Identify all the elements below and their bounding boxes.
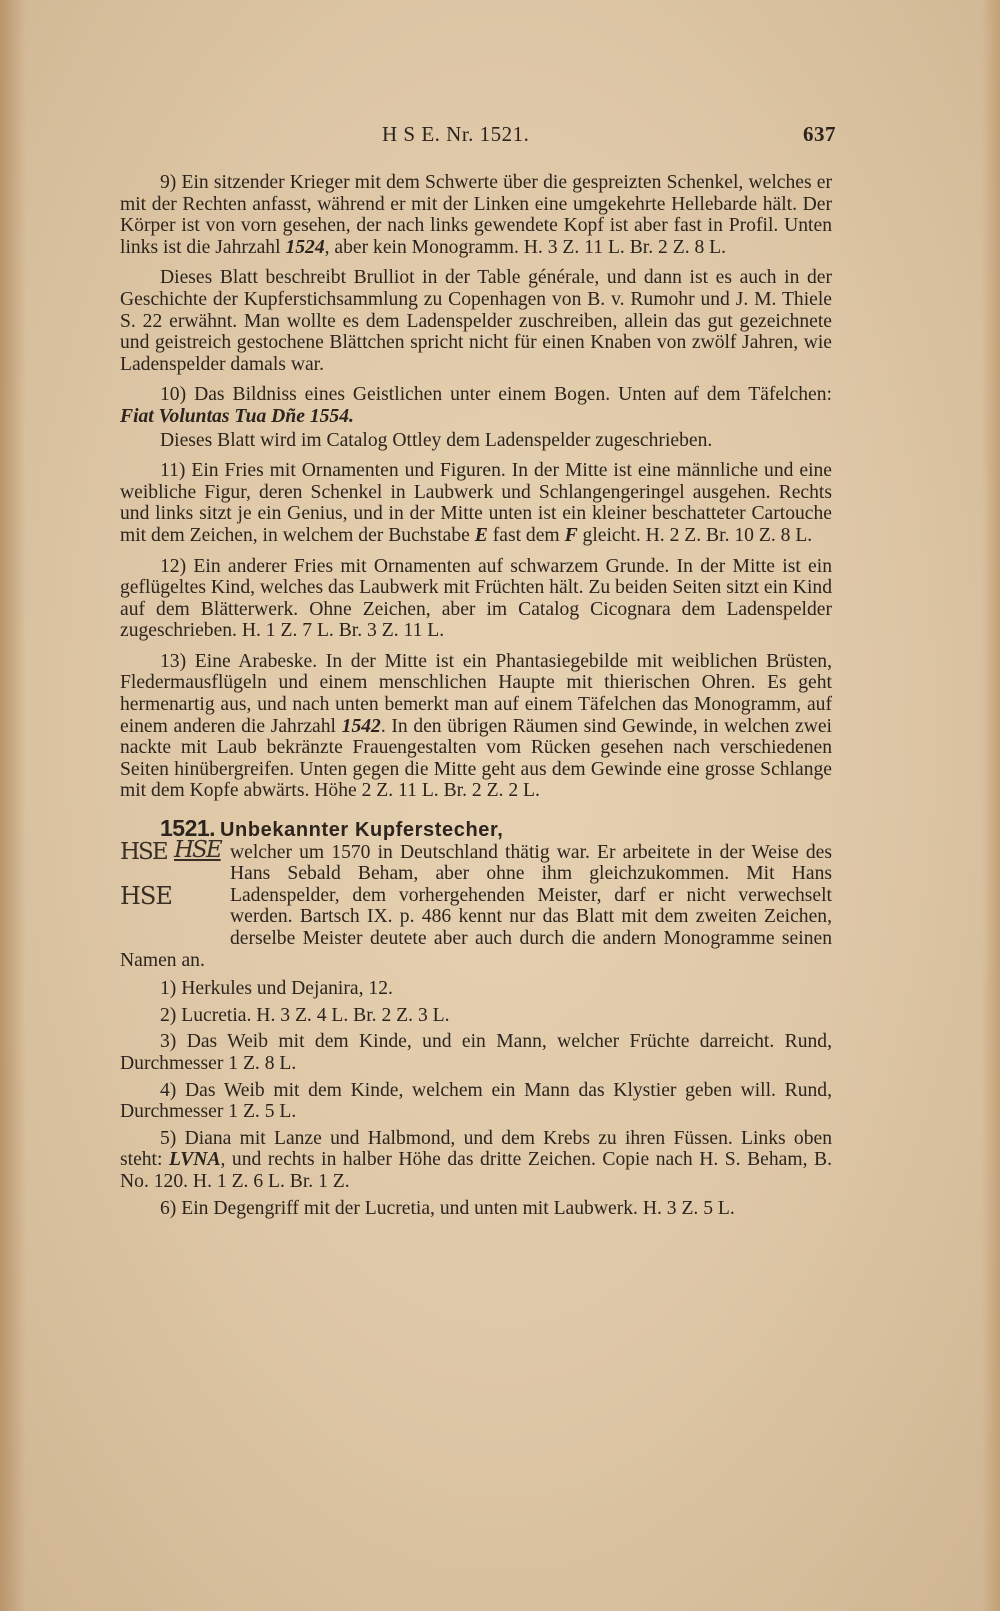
monogram-two: HSE: [174, 836, 221, 863]
item-text: Ein Degengriff mit der Lucretia, und unten mit Laubwerk. H. 3 Z. 5 L.: [181, 1197, 735, 1219]
section-number: 1521.: [160, 815, 216, 842]
letter-f: F: [564, 524, 578, 546]
list-item: [120, 1080, 832, 1123]
page-edge-shadow-right: [982, 0, 1000, 1611]
item-number: 5): [160, 1127, 177, 1149]
section-intro: welcher um 1570 in Deutschland thätig war. Er arbeitete in der Weise des Hans Sebald Beham, aber ohne ihm gleichzukommen. Mit Hans Ladenspelder, dem vorhergehenden Meister, darf er nicht verwechselt werden. Bartsch IX. p. 486 kennt nur das Blatt mit dem zweiten Zeichen, derselbe Meister deutete aber auch durch die andern Monogramme seinen Namen an.: [120, 841, 832, 971]
item-number: 2): [160, 1004, 177, 1026]
item-number: 6): [160, 1197, 177, 1219]
list-item: [120, 1198, 832, 1220]
text-column: [120, 118, 836, 1224]
entry-number: 10): [160, 384, 187, 406]
monogram-block: [120, 836, 226, 930]
item-number: 3): [160, 1031, 177, 1053]
page-edge-shadow-left: [0, 0, 26, 1611]
entry-text: Ein Fries mit Ornamenten und Figuren. In der Mitte ist eine männliche und eine weibliche Figur, deren Schenkel in Laubwerk und Schlangengeringel ausgehen. Rechts und links sitzt je ein Genius, und in der Mitte unten ist ein kleiner beschatteter Cartouche mit dem Zeichen, in welchem der Buchstabe: [120, 460, 833, 546]
entry-text-end: gleicht. H. 2 Z. Br. 10 Z. 8 L.: [577, 524, 813, 546]
item-number: 1): [160, 978, 177, 1000]
entry-text-cont: . In den übrigen Räumen sind Gewinde, in welchen zwei nackte mit Laub bekränzte Frauengestalten vom Rücken gesehen nach verschiedenen Seiten hinübergreifen. Unten gegen die Mitte geht aus dem Gewinde eine grosse Schlange mit dem Kopfe abwärts. Höhe 2 Z. 11 L. Br. 2 Z. 2 L.: [120, 715, 832, 802]
item-text: Herkules und Dejanira, 12.: [181, 978, 393, 1000]
item-number: 4): [160, 1079, 177, 1101]
list-item: [120, 1031, 832, 1074]
entry-number: 11): [160, 460, 186, 482]
list-item: [120, 1128, 832, 1193]
running-title: H S E. Nr. 1521.: [382, 122, 530, 146]
catalog-entry-13: [120, 651, 832, 802]
entry-text: Ein anderer Fries mit Ornamenten auf schwarzem Grunde. In der Mitte ist ein geflügeltes Kind, welches das Laubwerk mit Früchten hält. Zu beiden Seiten sitzt ein Kind auf dem Blätterwerk. Ohne Zeichen, aber im Catalog Cicognara dem Ladenspelder zugeschrieben. H. 1 Z. 7 L. Br. 3 Z. 11 L.: [120, 555, 832, 642]
entry-inscription: Fiat Voluntas Tua Dñe 1554.: [120, 405, 354, 427]
item-text: Das Weib mit dem Kinde, welchem ein Mann das Klystier geben will. Rund, Durchmesser 1 Z. 5 L.: [120, 1079, 832, 1123]
entry-9-note: Dieses Blatt beschreibt Brulliot in der Table générale, und dann ist es auch in der Geschichte der Kupferstichsammlung zu Copenhagen von B. v. Rumohr und J. M. Thiele S. 22 erwähnt. Man wollte es dem Ladenspelder zuschreiben, allein das gut gezeichnete und geistreich gestochene Blättchen spricht nicht für einen Knaben von zwölf Jahren, wie Ladenspelder damals war.: [120, 267, 832, 375]
entry-text: Das Bildniss eines Geistlichen unter einem Bogen. Unten auf dem Täfelchen:: [194, 384, 832, 406]
catalog-entry-11: [120, 460, 832, 546]
entry-10-note: Dieses Blatt wird im Catalog Ottley dem Ladenspelder zugeschrieben.: [160, 429, 713, 451]
entry-text-cont: fast dem: [487, 524, 565, 546]
page-number: 637: [803, 122, 836, 146]
item-text: Das Weib mit dem Kinde, und ein Mann, welcher Früchte darreicht. Rund, Durchmesser 1 Z. 8 L.: [120, 1031, 832, 1074]
item-text-cont: , und rechts in halber Höhe das dritte Zeichen. Copie nach H. S. Beham, B. No. 120. H. 1 Z. 6 L. Br. 1 Z.: [120, 1149, 832, 1192]
entry-text: Eine Arabeske. In der Mitte ist ein Phantasiegebilde mit weiblichen Brüsten, Fledermausflügeln und einem menschlichen Haupte mit thierischen Ohren. Es geht hermenartig aus, und nach unten bemerkt man auf einem Täfelchen das Monogramm, auf einem anderen die Jahrzahl: [120, 650, 832, 737]
section-title: Unbekannter Kupferstecher,: [219, 819, 504, 842]
list-item: [120, 978, 832, 1000]
item-text: Diana mit Lanze und Halbmond, und dem Krebs zu ihren Füssen. Links oben steht:: [120, 1127, 832, 1171]
list-item: [120, 1005, 832, 1027]
section-heading: [120, 815, 832, 842]
catalog-entry-12: [120, 556, 832, 642]
entry-text: Ein sitzender Krieger mit dem Schwerte über die gespreizten Schenkel, welches er mit der Rechten anfasst, während er mit der Linken eine umgekehrte Hellebarde hält. Der Körper ist von vorn gesehen, der nach links gewendete Kopf ist aber fast in Profil. Unten links ist die Jahrzahl: [120, 172, 832, 258]
entry-number: 9): [160, 172, 177, 193]
entry-number: 12): [160, 555, 187, 577]
catalog-entry-9: [120, 172, 832, 258]
monogram-one: HSE: [120, 838, 167, 865]
entry-text-cont: , aber kein Monogramm. H. 3 Z. 11 L. Br. 2 Z. 8 L.: [324, 236, 727, 258]
entry-number: 13): [160, 650, 187, 672]
monogram-three: HSE: [120, 881, 172, 910]
item-text: Lucretia. H. 3 Z. 4 L. Br. 2 Z. 3 L.: [181, 1004, 450, 1026]
catalog-entry-10: [120, 384, 832, 427]
item-inscription: LVNA: [168, 1149, 221, 1171]
section-1521: [120, 815, 832, 1219]
entry-year: 1542: [341, 715, 381, 737]
page-header: [120, 118, 836, 148]
entry-year: 1524: [285, 236, 325, 258]
letter-e: E: [474, 524, 488, 546]
